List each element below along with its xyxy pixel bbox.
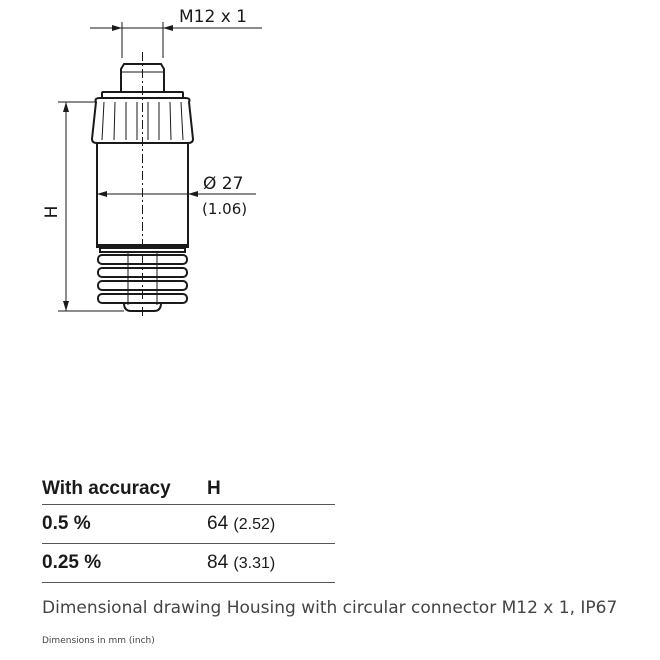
diameter-inch-label: (1.06) (202, 200, 248, 218)
accuracy-cell: 0.25 % (42, 544, 207, 583)
height-cell (207, 505, 335, 544)
height-mm: 84 (207, 552, 229, 573)
table-row (42, 544, 335, 583)
height-header: H (207, 478, 221, 499)
height-cell (207, 544, 335, 583)
accuracy-cell: 0.5 % (42, 505, 207, 544)
units-note: Dimensions in mm (inch) (42, 636, 155, 646)
thread-label: M12 x 1 (179, 7, 247, 27)
height-dimension (42, 102, 124, 311)
table-row (42, 505, 335, 544)
thread-dimension (90, 7, 262, 58)
diameter-dimension (97, 174, 256, 218)
accuracy-header: With accuracy (42, 478, 171, 499)
table-header-row (42, 474, 335, 505)
caption: Dimensional drawing Housing with circular connector M12 x 1, IP67 (42, 598, 618, 618)
diameter-label: Ø 27 (203, 174, 244, 194)
height-inch: (3.31) (233, 555, 276, 572)
height-inch: (2.52) (233, 516, 276, 533)
dimension-table (42, 474, 335, 583)
height-mm: 64 (207, 513, 229, 534)
height-label: H (42, 205, 62, 219)
